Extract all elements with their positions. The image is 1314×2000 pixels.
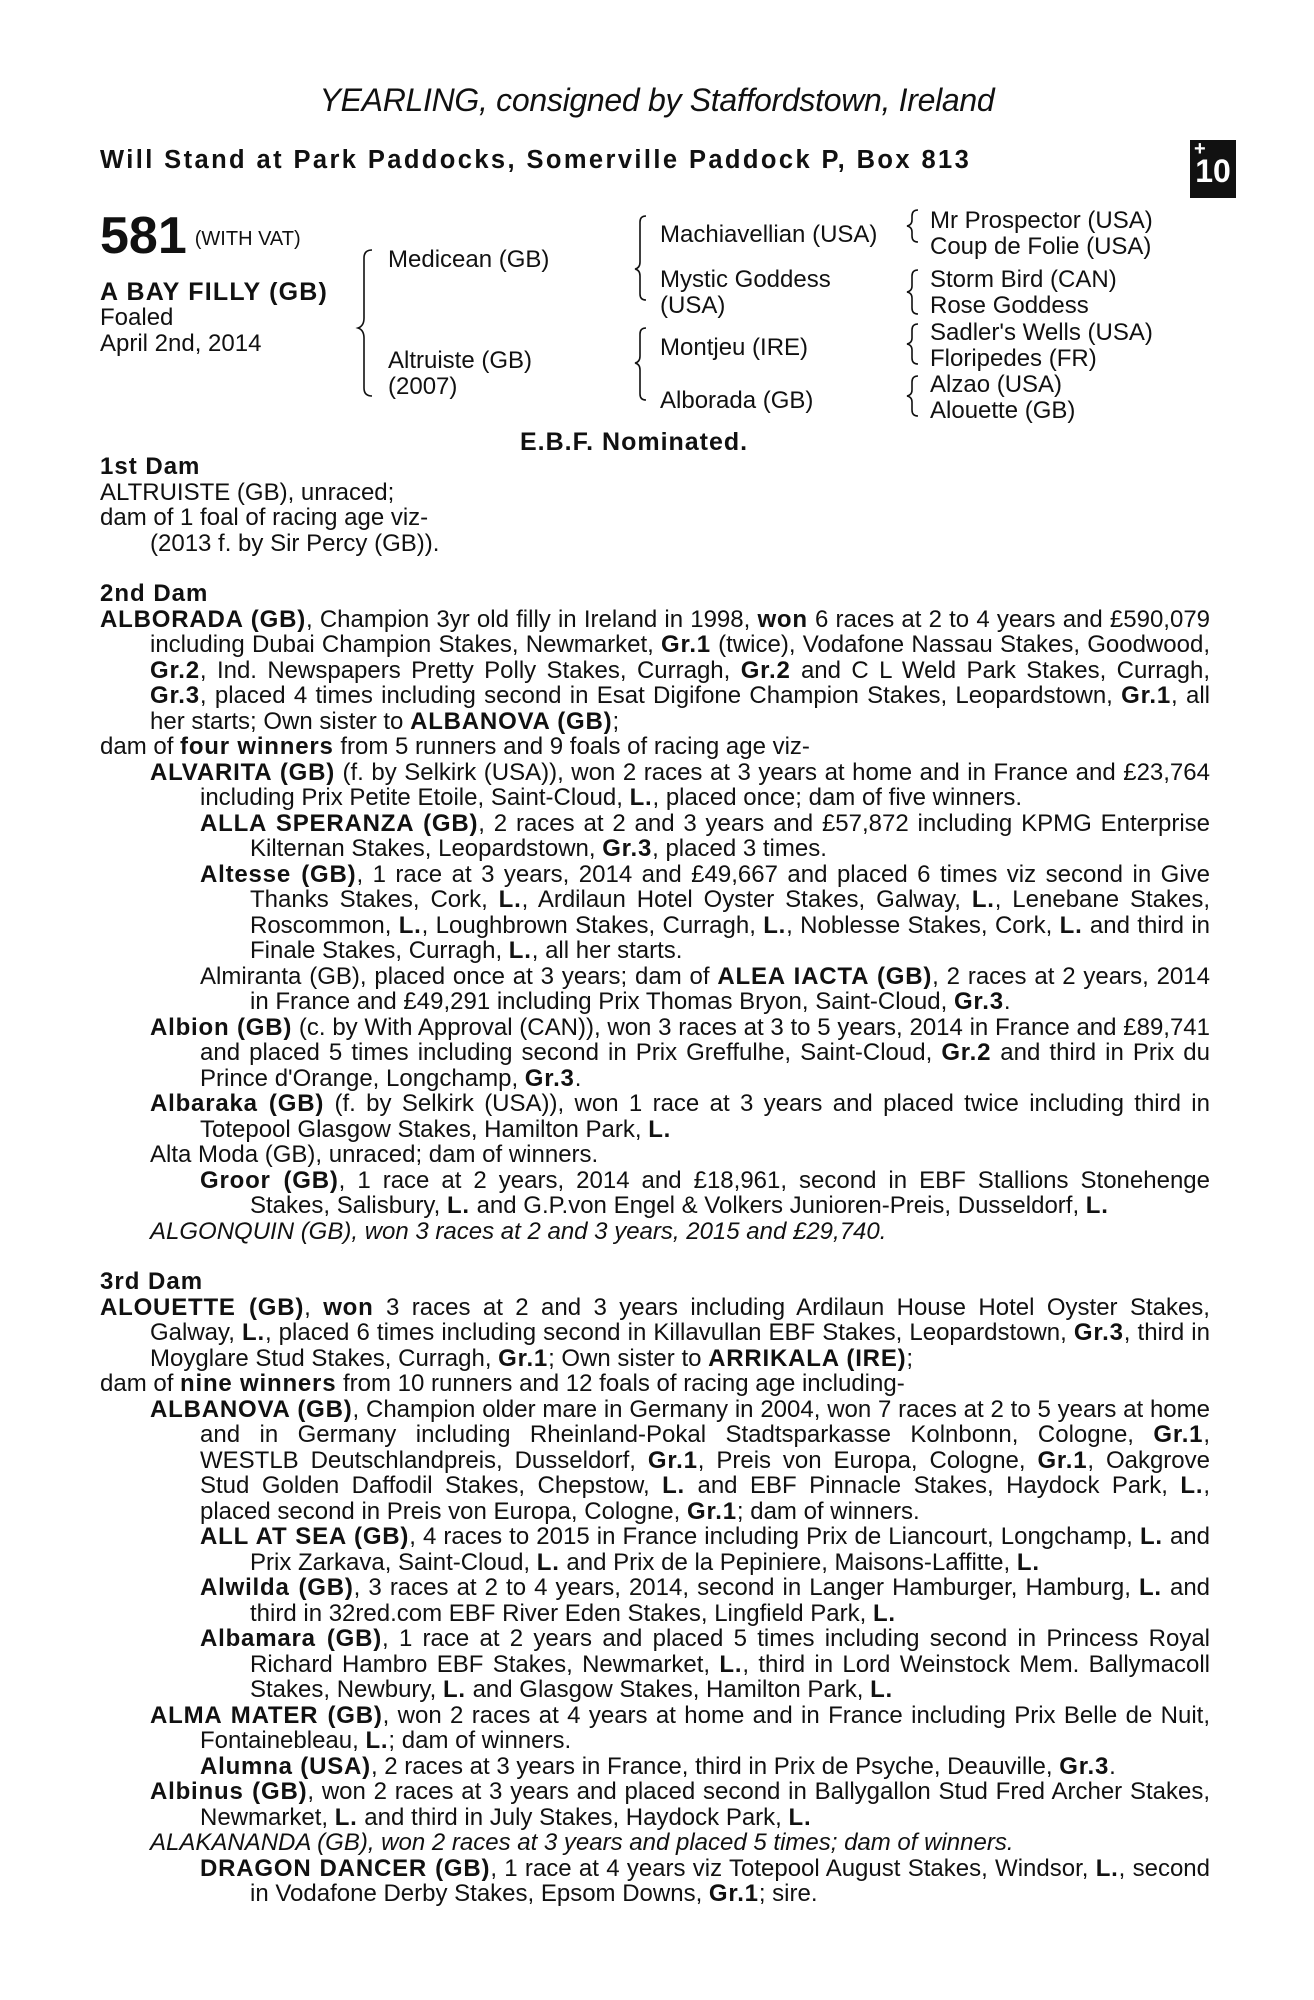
produce-entry	[100, 1142, 1210, 1168]
text: , Lenebane Stakes, Roscommon,	[250, 886, 1210, 939]
text: 6 races at 2 to 4 years and £590,079 including Dubai Champion Stakes, Newmarket,	[150, 605, 1211, 658]
grade: L.	[446, 1192, 470, 1219]
grade: Gr.1	[498, 1344, 549, 1372]
grade: L.	[1016, 1548, 1040, 1576]
sire-dam-line1: Mystic Goddess	[660, 266, 831, 293]
dam-dam: Alborada (GB)	[660, 387, 814, 414]
text: , 1 race at 4 years viz Totepool August Stakes, Windsor,	[490, 1854, 1096, 1882]
text: ;	[906, 1344, 914, 1372]
grade: Gr.1	[708, 1880, 759, 1907]
third-dam-main	[100, 1295, 1210, 1372]
third-dam-produce-summary	[100, 1371, 1210, 1397]
text: , Ardilaun Hotel Oyster Stakes, Galway,	[521, 886, 972, 913]
text: , Champion 3yr old filly in Ireland in 1998,	[306, 605, 758, 633]
sire-dam-line2: (USA)	[660, 292, 726, 319]
text: and G.P.von Engel & Volkers Junioren-Preis, Dusseldorf,	[469, 1192, 1086, 1219]
text: and Prix Zarkava, Saint-Cloud,	[250, 1523, 1210, 1576]
produce-name: ALVARITA (GB)	[150, 758, 335, 786]
text: , all her starts; Own sister to	[150, 682, 1210, 735]
produce-entry	[100, 1091, 1210, 1142]
grade: L.	[872, 1599, 896, 1627]
text: , third in Lord Weinstock Mem. Ballymacoll Stakes, Newbury,	[250, 1650, 1210, 1703]
text: 3 races at 2 and 3 years including Ardilaun House Hotel Oyster Stakes, Galway,	[150, 1293, 1210, 1346]
produce-name: Alwilda (GB)	[200, 1574, 354, 1601]
text: , Champion older mare in Germany in 2004, won 7 races at 2 to 5 years at home and in Germany including Rheinland-Pokal Stadtsparkasse Kolnbonn, Cologne,	[200, 1395, 1210, 1448]
ebf-nominated: E.B.F. Nominated.	[520, 428, 749, 456]
text: and third in Prix du Prince d'Orange, Longchamp,	[200, 1039, 1211, 1092]
produce-entry	[100, 811, 1210, 862]
produce-entry	[100, 1856, 1210, 1907]
badge-number: 10	[1195, 153, 1231, 189]
text: and third in July Stakes, Haydock Park,	[357, 1803, 789, 1831]
grade: L.	[334, 1803, 358, 1831]
g3-ssd: Coup de Folie (USA)	[930, 233, 1152, 260]
foaled-date: April 2nd, 2014	[100, 330, 262, 357]
grade: L.	[763, 911, 787, 939]
grade: Gr.3	[1073, 1319, 1124, 1346]
text: , third in Moyglare Stud Stakes, Curragh,	[150, 1319, 1210, 1372]
text: ; sire.	[758, 1880, 818, 1907]
grade: L.	[1138, 1574, 1162, 1601]
won: won	[323, 1293, 374, 1321]
first-dam-line1: ALTRUISTE (GB), unraced;	[100, 478, 395, 506]
g3-dsd: Floripedes (FR)	[930, 345, 1097, 372]
text: , placed 3 times.	[652, 835, 827, 862]
produce-name: ALEA IACTA (GB)	[717, 962, 933, 990]
sister-name: ARRIKALA (IRE)	[708, 1344, 907, 1372]
text: , all her starts.	[531, 937, 683, 964]
text: , placed second in Preis von Europa, Cologne,	[200, 1472, 1210, 1525]
vat-note: (WITH VAT)	[194, 228, 301, 251]
g3-sss: Mr Prospector (USA)	[930, 207, 1153, 234]
text: (twice), Vodafone Nassau Stakes, Goodwood,	[710, 631, 1210, 658]
produce-entry	[100, 1015, 1210, 1092]
grade: Gr.1	[1121, 682, 1172, 709]
grade: L.	[648, 1115, 672, 1143]
grade: L.	[242, 1319, 265, 1346]
text: , 4 races to 2015 in France including Prix de Liancourt, Longchamp,	[409, 1523, 1140, 1550]
text: , placed 6 times including second in Killavullan EBF Stakes, Leopardstown,	[264, 1319, 1074, 1346]
produce-name: DRAGON DANCER (GB)	[200, 1854, 491, 1882]
second-dam-section	[100, 581, 1210, 1244]
text: (f. by Selkirk (USA)), won 1 race at 3 years and placed twice including third in Totepool Glasgow Stakes, Hamilton Park,	[200, 1090, 1210, 1143]
grade: Gr.1	[661, 631, 711, 658]
produce-name: Alumna (USA)	[200, 1752, 371, 1780]
text: from 5 runners and 9 foals of racing age viz-	[333, 733, 810, 760]
grade: Gr.1	[1153, 1421, 1204, 1448]
produce-name: ALBANOVA (GB)	[150, 1395, 353, 1423]
produce-entry	[100, 1168, 1210, 1219]
grade: L.	[1139, 1523, 1163, 1550]
text: dam of	[100, 1370, 181, 1397]
grade: Gr.1	[686, 1497, 737, 1525]
third-dam-section	[100, 1269, 1210, 1907]
text: , 2 races at 2 years, 2014 in France and £49,291 including Prix Thomas Bryon, Saint-Cloud,	[250, 962, 1210, 1015]
first-dam-section	[100, 454, 500, 556]
text: , placed 4 times including second in Esat Digifone Champion Stakes, Leopardstown,	[199, 682, 1122, 709]
text: .	[1003, 988, 1011, 1015]
produce-entry	[100, 1830, 1210, 1856]
grade: L.	[365, 1727, 389, 1754]
produce-name: Albinus (GB)	[150, 1778, 308, 1805]
produce-name: Albion (GB)	[150, 1013, 293, 1041]
grade: Gr.1	[1037, 1446, 1088, 1474]
consignment-title: YEARLING, consigned by Staffordstown, Ireland	[319, 82, 995, 118]
produce-entry	[100, 1754, 1210, 1780]
horse-name: A BAY FILLY (GB)	[100, 278, 329, 306]
produce-name: ALL AT SEA (GB)	[200, 1523, 410, 1550]
produce-name: Albamara (GB)	[200, 1625, 383, 1652]
text: ; Own sister to	[548, 1344, 709, 1372]
grade: L.	[719, 1650, 743, 1678]
third-dam-heading: 3rd Dam	[100, 1268, 204, 1295]
g3-dds: Alzao (USA)	[930, 371, 1063, 398]
foaled-label: Foaled	[100, 304, 174, 331]
text: , second in Vodafone Derby Stakes, Epsom Downs,	[250, 1854, 1210, 1907]
grade: L.	[442, 1676, 466, 1703]
grade: L.	[662, 1472, 686, 1499]
produce-entry	[100, 1397, 1210, 1525]
produce-name: Altesse (GB)	[200, 860, 357, 888]
stand-location: Will Stand at Park Paddocks, Somerville Paddock P, Box 813	[100, 146, 972, 174]
text: , Preis von Europa, Cologne,	[697, 1446, 1038, 1474]
produce-name: ALGONQUIN (GB),	[150, 1217, 359, 1245]
text: and EBF Pinnacle Stakes, Haydock Park,	[685, 1472, 1181, 1499]
grade: L.	[508, 937, 532, 964]
text: and third in Finale Stakes, Curragh,	[250, 911, 1210, 964]
text: ;	[612, 707, 620, 735]
grade: Gr.2	[941, 1039, 992, 1066]
second-dam-heading: 2nd Dam	[100, 580, 209, 607]
text: ; dam of winners.	[388, 1727, 572, 1754]
grade: L.	[870, 1676, 894, 1703]
g3-sdd: Rose Goddess	[930, 292, 1089, 319]
text: dam of	[100, 733, 181, 760]
third-dam-name: ALOUETTE (GB)	[100, 1293, 305, 1321]
text: and third in 32red.com EBF River Eden Stakes, Lingfield Park,	[250, 1574, 1211, 1627]
grade: Gr.2	[150, 656, 200, 684]
text: and Prix de la Pepiniere, Maisons-Laffitte,	[559, 1548, 1017, 1576]
grade: Gr.3	[602, 835, 653, 862]
grade: L.	[1085, 1192, 1109, 1219]
produce-entry	[100, 964, 1210, 1015]
dam-sire: Montjeu (IRE)	[660, 334, 809, 361]
sire-sire: Machiavellian (USA)	[660, 221, 878, 248]
text: , Loughbrown Stakes, Curragh,	[421, 911, 764, 939]
grade: Gr.3	[524, 1064, 575, 1092]
grade: L.	[398, 911, 422, 939]
grade: L.	[1059, 911, 1083, 939]
grade: Gr.2	[740, 656, 791, 684]
dam: Altruiste (GB)	[388, 347, 533, 374]
second-dam-main	[100, 607, 1210, 735]
text: ; dam of winners.	[736, 1497, 920, 1525]
produce-name: ALLA SPERANZA (GB)	[200, 809, 479, 837]
produce-name: Groor (GB)	[200, 1166, 339, 1194]
text: .	[574, 1064, 582, 1092]
badge-plus: +	[1194, 138, 1206, 160]
text: , won 2 races at 3 years and placed second in Ballygallon Stud Fred Archer Stakes, Newmarket,	[200, 1778, 1210, 1831]
grade: L.	[498, 886, 522, 913]
grade: Gr.1	[647, 1446, 698, 1474]
lot-number-value: 581	[100, 207, 187, 265]
second-dam-name: ALBORADA (GB)	[100, 605, 306, 633]
produce-name: ALAKANANDA (GB)	[150, 1829, 368, 1856]
dam-year: (2007)	[388, 373, 458, 400]
produce-entry	[100, 1575, 1210, 1626]
produce-entry	[100, 1524, 1210, 1575]
g3-sds: Storm Bird (CAN)	[930, 266, 1117, 293]
text: , WESTLB Deutschlandpreis, Dusseldorf,	[200, 1421, 1210, 1474]
text: , Ind. Newspapers Pretty Polly Stakes, Curragh,	[199, 656, 741, 684]
g3-ddd: Alouette (GB)	[930, 397, 1076, 424]
first-dam-line2: dam of 1 foal of racing age viz-	[100, 504, 429, 531]
text: won 3 races at 2 and 3 years, 2015 and £29,740.	[358, 1217, 887, 1245]
text: Almiranta (GB), placed once at 3 years; dam of	[200, 962, 718, 990]
text: , Oakgrove Stud Golden Daffodil Stakes, Chepstow,	[200, 1446, 1210, 1499]
grade: Gr.3	[150, 682, 200, 709]
winners: four winners	[180, 733, 334, 760]
produce-entry	[100, 862, 1210, 964]
text: , 1 race at 2 years, 2014 and £18,961, second in EBF Stallions Stonehenge Stakes, Salisbury,	[250, 1166, 1210, 1219]
produce-entry	[100, 1219, 1210, 1245]
produce-name: ALMA MATER (GB)	[150, 1701, 383, 1729]
text: , 3 races at 2 to 4 years, 2014, second in Langer Hamburger, Hamburg,	[353, 1574, 1139, 1601]
produce-entry	[100, 1703, 1210, 1754]
sire: Medicean (GB)	[388, 246, 550, 273]
text: , placed once; dam of five winners.	[652, 784, 1023, 811]
sister-name: ALBANOVA (GB)	[410, 707, 613, 735]
text: , won 2 races at 3 years and placed 5 times; dam of winners.	[367, 1829, 1014, 1856]
grade: L.	[629, 784, 653, 811]
g3-dss: Sadler's Wells (USA)	[930, 319, 1153, 346]
grade: L.	[1180, 1472, 1204, 1499]
grade: L.	[971, 886, 995, 913]
second-dam-produce-summary	[100, 734, 1210, 760]
text: .	[1109, 1752, 1116, 1780]
text: , won 2 races at 4 years at home and in France including Prix Belle de Nuit, Fontainebleau,	[200, 1701, 1210, 1754]
grade: Gr.3	[953, 988, 1004, 1015]
text: and Glasgow Stakes, Hamilton Park,	[465, 1676, 871, 1703]
produce-name: Albaraka (GB)	[150, 1090, 325, 1117]
text: , Noblesse Stakes, Cork,	[786, 911, 1060, 939]
text: , 1 race at 2 years and placed 5 times including second in Princess Royal Richard Hambro EBF Stakes, Newmarket,	[250, 1625, 1211, 1678]
won: won	[757, 605, 808, 633]
text: Alta Moda (GB), unraced; dam of winners.	[150, 1141, 599, 1168]
first-dam-line3: (2013 f. by Sir Percy (GB)).	[150, 529, 440, 557]
text: , 2 races at 2 and 3 years and £57,872 including KPMG Enterprise Kilternan Stakes, Leopardstown,	[250, 809, 1210, 862]
text: ,	[304, 1293, 324, 1321]
text: and C L Weld Park Stakes, Curragh,	[790, 656, 1211, 684]
text: from 10 runners and 12 foals of racing age including-	[336, 1370, 905, 1397]
produce-entry	[100, 1626, 1210, 1703]
grade: L.	[1095, 1854, 1119, 1882]
winners: nine winners	[180, 1370, 337, 1397]
grade: L.	[536, 1548, 560, 1576]
produce-entry	[100, 1779, 1210, 1830]
grade: L.	[788, 1803, 812, 1831]
text: , 2 races at 3 years in France, third in Prix de Psyche, Deauville,	[370, 1752, 1060, 1780]
text: (c. by With Approval (CAN)), won 3 races at 3 to 5 years, 2014 in France and £89,741 and placed 5 times including second in Prix Greffulhe, Saint-Cloud,	[200, 1013, 1211, 1066]
grade: Gr.3	[1059, 1752, 1110, 1780]
text: , 1 race at 3 years, 2014 and £49,667 and placed 6 times viz second in Give Thanks Stakes, Cork,	[250, 860, 1210, 913]
first-dam-heading: 1st Dam	[100, 453, 201, 480]
text: (f. by Selkirk (USA)), won 2 races at 3 years at home and in France and £23,764 including Prix Petite Etoile, Saint-Cloud,	[200, 758, 1210, 811]
produce-entry	[100, 760, 1210, 811]
